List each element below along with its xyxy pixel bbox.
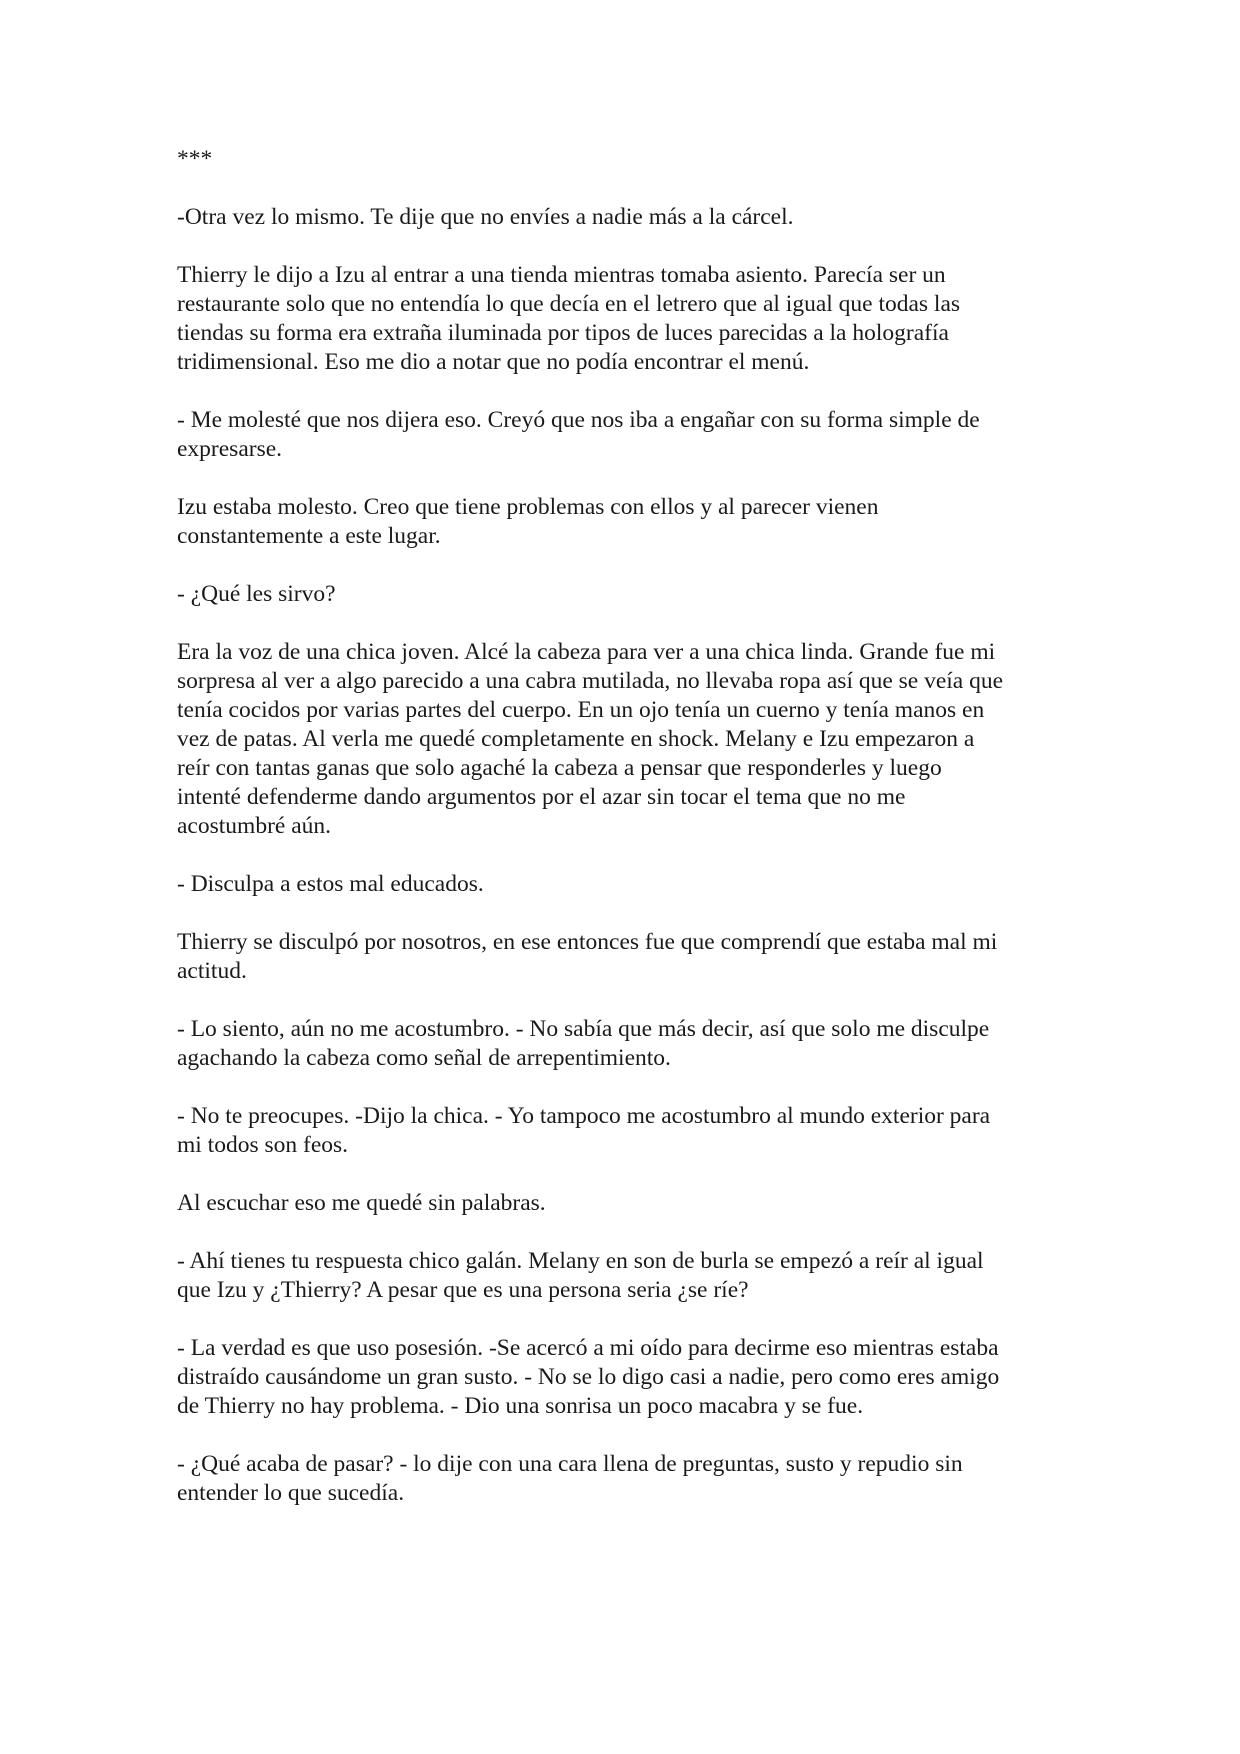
text-line: Thierry le dijo a Izu al entrar a una tienda mientras tomaba asiento. Parecía ser un [177, 262, 946, 288]
text-line: distraído causándome un gran susto. - No se lo digo casi a nadie, pero como eres amigo [177, 1364, 1000, 1390]
paragraph [177, 493, 1067, 551]
text-line: agachando la cabeza como señal de arrepentimiento. [177, 1045, 671, 1071]
paragraph [177, 1247, 1067, 1305]
text-line: - La verdad es que uso posesión. -Se acercó a mi oído para decirme eso mientras estaba [177, 1335, 999, 1361]
paragraph [177, 1189, 1067, 1218]
paragraph [177, 1450, 1067, 1508]
text-line: Thierry se disculpó por nosotros, en ese entonces fue que comprendí que estaba mal mi [177, 929, 998, 955]
text-line: reír con tantas ganas que solo agaché la cabeza a pensar que responderles y luego [177, 755, 942, 781]
paragraph [177, 1102, 1067, 1160]
paragraph [177, 1015, 1067, 1073]
text-line: actitud. [177, 958, 247, 984]
paragraph [177, 580, 1067, 609]
text-line: tridimensional. Eso me dio a notar que no podía encontrar el menú. [177, 349, 810, 375]
text-line: - ¿Qué acaba de pasar? - lo dije con una cara llena de preguntas, susto y repudio sin [177, 1451, 963, 1477]
text-line: constantemente a este lugar. [177, 523, 441, 549]
text-line: tenía cocidos por varias partes del cuerpo. En un ojo tenía un cuerno y tenía manos en [177, 697, 985, 723]
text-line: de Thierry no hay problema. - Dio una sonrisa un poco macabra y se fue. [177, 1393, 864, 1419]
paragraph [177, 406, 1067, 464]
text-line: sorpresa al ver a algo parecido a una cabra mutilada, no llevaba ropa así que se veía que [177, 668, 1004, 694]
text-line: acostumbré aún. [177, 813, 332, 839]
paragraph [177, 870, 1067, 899]
text-line: Izu estaba molesto. Creo que tiene problemas con ellos y al parecer vienen [177, 494, 879, 520]
text-line: entender lo que sucedía. [177, 1480, 405, 1506]
paragraph [177, 203, 1067, 232]
text-line: - Disculpa a estos mal educados. [177, 871, 484, 897]
text-line: - No te preocupes. -Dijo la chica. - Yo tampoco me acostumbro al mundo exterior para [177, 1103, 991, 1129]
paragraph [177, 928, 1067, 986]
document-body [177, 145, 1067, 1537]
text-line: - Me molesté que nos dijera eso. Creyó que nos iba a engañar con su forma simple de [177, 407, 980, 433]
text-line: - Lo siento, aún no me acostumbro. - No sabía que más decir, así que solo me disculpe [177, 1016, 990, 1042]
section-separator [177, 145, 1067, 174]
text-line: expresarse. [177, 436, 283, 462]
text-line: tiendas su forma era extraña iluminada por tipos de luces parecidas a la holografía [177, 320, 949, 346]
text-line: *** [177, 146, 213, 172]
paragraph [177, 638, 1067, 841]
text-line: mi todos son feos. [177, 1132, 349, 1158]
text-line: - Ahí tienes tu respuesta chico galán. Melany en son de burla se empezó a reír al igual [177, 1248, 984, 1274]
text-line: -Otra vez lo mismo. Te dije que no envíes a nadie más a la cárcel. [177, 204, 794, 230]
paragraph [177, 1334, 1067, 1421]
text-line: - ¿Qué les sirvo? [177, 581, 336, 607]
text-line: Era la voz de una chica joven. Alcé la cabeza para ver a una chica linda. Grande fue mi [177, 639, 996, 665]
paragraph [177, 261, 1067, 377]
text-line: vez de patas. Al verla me quedé completamente en shock. Melany e Izu empezaron a [177, 726, 975, 752]
text-line: restaurante solo que no entendía lo que decía en el letrero que al igual que todas las [177, 291, 961, 317]
text-line: que Izu y ¿Thierry? A pesar que es una persona seria ¿se ríe? [177, 1277, 749, 1303]
text-line: intenté defenderme dando argumentos por el azar sin tocar el tema que no me [177, 784, 906, 810]
text-line: Al escuchar eso me quedé sin palabras. [177, 1190, 546, 1216]
